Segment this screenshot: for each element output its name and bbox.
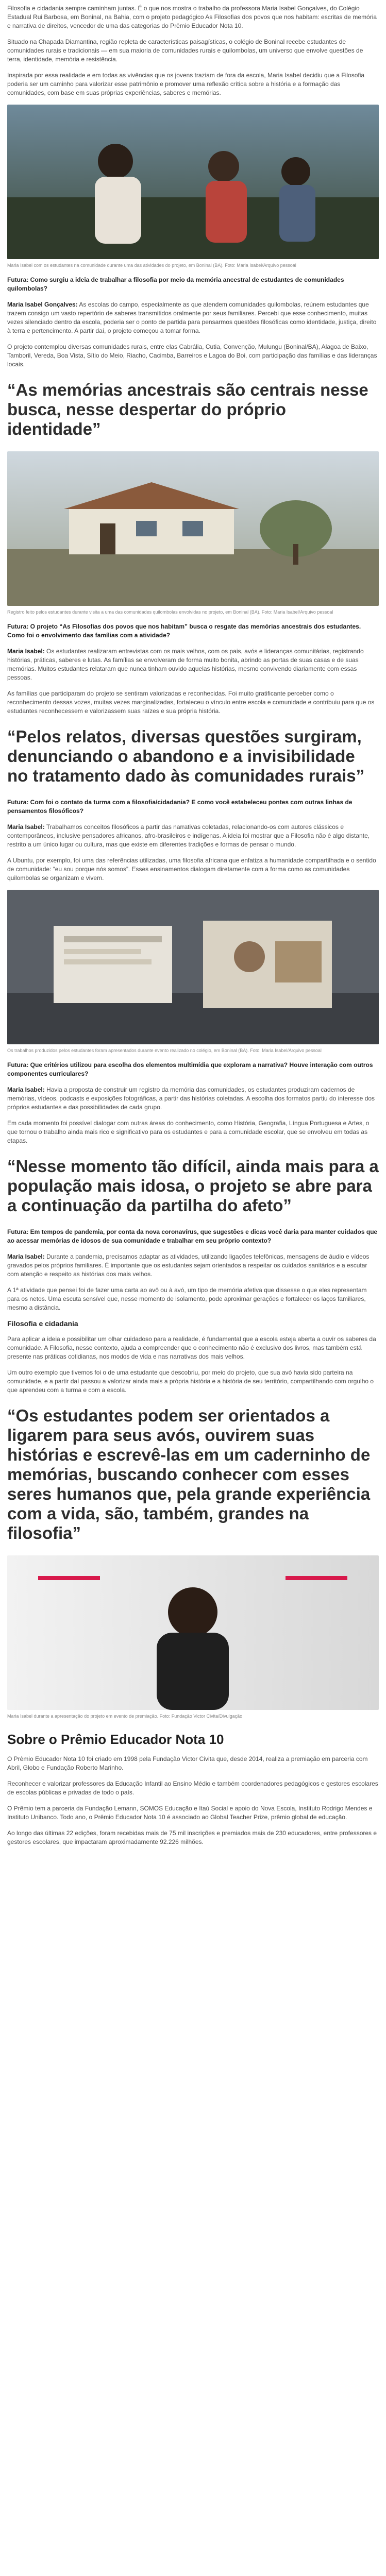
about-heading: Sobre o Prêmio Educador Nota 10 (7, 1732, 224, 1747)
qa3-answer-text: Trabalhamos conceitos filosóficos a partir das narrativas coletadas, relacionando-os com autores clássicos e contemporâneos, inclusive pensadores africanos, afro-brasileiros e indígenas. A ideia foi mostrar que a Filosofia não é algo distante, restrito a um único lugar ou cultura, mas que existe em diferentes tradições e formas de pensar o mundo. (7, 823, 370, 848)
qa3-answer-2: A Ubuntu, por exemplo, foi uma das referências utilizadas, uma filosofia africana que enfatiza a humanidade compartilhada e o sentido de comunidade: “eu sou porque nós somos”. Esses ensinamentos dialogam diretamente com a forma como as comunidades quilombolas se organizam e vivem. (7, 857, 376, 882)
qa2-question: Futura: O projeto “As Filosofias dos povos que nos habitam” busca o resgate das memórias ancestrais dos estudantes. Como foi o envolvimento das famílias com a atividade? (7, 623, 361, 639)
section1-paragraph-2: Um outro exemplo que tivemos foi o de uma estudante que descobriu, por meio do projeto, que sua avó havia sido parteira na comunidade, e a partir daí passou a valorizar ainda mais a própria história e a história de seu território, compartilhando com orgulho o que aprendeu com a turma e com a escola. (7, 1369, 374, 1394)
article-photo-teacher-students (7, 105, 379, 259)
qa3-answer (7, 823, 379, 849)
pull-quote-4: “Os estudantes podem ser orientados a ligarem para seus avós, ouvirem suas histórias e escrevê-las em um caderninho de memórias, buscando conhecer com esses seres humanos que, pela grande experiência com a vida, são, também, grandes na filosofia” (7, 1406, 371, 1543)
pull-quote-2: “Pelos relatos, diversas questões surgiram, denunciando o abandono e a invisibilidade no tratamento dado às comunidades rurais” (7, 727, 365, 785)
qa5-answer-name: Maria Isabel: (7, 1253, 45, 1260)
qa2-answer-text: Os estudantes realizaram entrevistas com os mais velhos, com os pais, avós e lideranças comunitárias, registrando histórias, práticas, saberes e lutas. As famílias se envolveram de forma muito bonita, abrindo as portas de suas casas e de suas memórias. Muitos estudantes relataram que nunca tinham ouvido aquelas histórias, mesmo convivendo diariamente com essas pessoas. (7, 648, 364, 681)
photo-caption-2: Registro feito pelos estudantes durante visita a uma das comunidades quilombolas envolvidas no projeto, em Boninal (BA). Foto: Maria Isabel/Arquivo pessoal (7, 609, 333, 615)
photo-illustration (7, 890, 379, 1044)
qa2-answer-name: Maria Isabel: (7, 648, 45, 655)
about-paragraph-4: Ao longo das últimas 22 edições, foram recebidas mais de 75 mil inscrições e premiados mais de 230 educadores, entre professores e gestores escolares, que impactaram aproximadamente 92.226 milhões. (7, 1829, 377, 1845)
qa2-answer-2: As famílias que participaram do projeto se sentiram valorizadas e reconhecidas. Foi muito gratificante perceber como o reconhecimento dessas vozes, muitas vezes marginalizadas, fortaleceu o vínculo entre escola e comunidade e contribuiu para que os estudantes reconhecessem e valorizassem suas raízes e sua própria história. (7, 690, 375, 715)
about-paragraph-2: Reconhecer e valorizar professores da Educação Infantil ao Ensino Médio e também coordenadores pedagógicos e gestores escolares de escolas públicas e privadas de todo o país. (7, 1780, 378, 1796)
photo-caption-3: Os trabalhos produzidos pelos estudantes foram apresentados durante evento realizado no colégio, em Boninal (BA). Foto: Maria Isabel/Arquivo pessoal (7, 1048, 322, 1053)
pull-quote-3: “Nesse momento tão difícil, ainda mais para a população mais idosa, o projeto se abre para a continuação da partilha do afeto” (7, 1157, 379, 1215)
qa3-answer-name: Maria Isabel: (7, 823, 45, 831)
about-paragraph-1: O Prêmio Educador Nota 10 foi criado em 1998 pela Fundação Victor Civita que, desde 2014, realiza a premiação em parceria com Abril, Globo e Fundação Roberto Marinho. (7, 1755, 368, 1771)
about-paragraph-3: O Prêmio tem a parceria da Fundação Lemann, SOMOS Educação e Itaú Social e apoio do Nova Escola, Instituto Rodrigo Mendes e Instituto Unibanco. Todo ano, o Prêmio Educador Nota 10 é associado ao Global Teacher Prize, prêmio global de educação. (7, 1805, 373, 1821)
section-heading-filosofia: Filosofia e cidadania (7, 1319, 78, 1328)
qa3-question: Futura: Com foi o contato da turma com a filosofia/cidadania? E como você estabeleceu pontes com outras linhas de pensamentos filosóficos? (7, 799, 353, 815)
photo-caption-4: Maria Isabel durante a apresentação do projeto em evento de premiação. Foto: Fundação Victor Civita/Divulgação (7, 1714, 243, 1719)
qa1-question: Futura: Como surgiu a ideia de trabalhar a filosofia por meio da memória ancestral de estudantes de comunidades quilombolas? (7, 276, 344, 292)
qa4-answer-name: Maria Isabel: (7, 1086, 45, 1093)
qa5-question: Futura: Em tempos de pandemia, por conta da nova coronavírus, que sugestões e dicas você daria para manter cuidados que ao acessar memórias de idosos de sua comunidade e trabalhar em seu próprio contexto? (7, 1228, 378, 1244)
qa4-answer (7, 1086, 379, 1112)
qa5-answer (7, 1252, 379, 1279)
qa5-answer-text: Durante a pandemia, precisamos adaptar as atividades, utilizando ligações telefônicas, mensagens de áudio e vídeos gravados pelos próprios familiares. É importante que os estudantes sejam orientados a respeitar os cuidados sanitários e a escutar com atenção e respeito as histórias dos mais velhos. (7, 1253, 370, 1278)
qa2-answer (7, 647, 379, 682)
photo-illustration (7, 451, 379, 606)
photo-caption-1: Maria Isabel com os estudantes na comunidade durante uma das atividades do projeto, em Boninal (BA). Foto: Maria Isabel/Arquivo pessoal (7, 263, 296, 268)
qa4-question: Futura: Que critérios utilizou para escolha dos elementos multimídia que exploram a narrativa? Houve interação com outros componentes curriculares? (7, 1061, 373, 1077)
qa1-answer-text: As escolas do campo, especialmente as que atendem comunidades quilombolas, reúnem estudantes que trazem consigo um vasto repertório de saberes transmitidos oralmente por seus familiares. Percebi que esse conhecimento, muitas vezes silenciado dentro da escola, poderia ser o ponto de partida para pensarmos questões filosóficas como identidade, justiça, direito à terra e pertencimento. A partir daí, o projeto começou a tomar forma. (7, 301, 377, 334)
article-photo-community (7, 451, 379, 606)
section1-paragraph-1: Para aplicar a ideia e possibilitar um olhar cuidadoso para a realidade, é fundamental que a escola esteja aberta a ouvir os saberes da comunidade. A Filosofia, nesse contexto, ajuda a compreender que o conhecimento não é exclusivo dos livros, mas também está presente nas práticas cotidianas, nos modos de vida e nas narrativas dos mais velhos. (7, 1335, 376, 1360)
qa4-answer-2: Em cada momento foi possível dialogar com outras áreas do conhecimento, como História, Geografia, Língua Portuguesa e Artes, o que tornou o trabalho ainda mais rico e significativo para os estudantes e para a comunidade escolar, que se envolveu em todas as etapas. (7, 1120, 370, 1144)
photo-illustration (7, 1555, 379, 1710)
article-photo-award (7, 1555, 379, 1710)
qa1-answer-2: O projeto contemplou diversas comunidades rurais, entre elas Cabrália, Cutia, Convenção, Mulungu (Boninal/BA), Alagoa de Baixo, Tamboril, Vereda, Boa Vista, Sítio do Meio, Riacho, Cacimba, Barreiros e Lagoa do Boi, com participação das famílias e das lideranças locais. (7, 343, 377, 368)
qa1-answer-name: Maria Isabel Gonçalves: (7, 301, 78, 308)
qa1-answer (7, 300, 379, 335)
pull-quote-1: “As memórias ancestrais são centrais nesse busca, nesse despertar do próprio identidade” (7, 380, 368, 438)
article-photo-presentation (7, 890, 379, 1044)
intro-paragraph-1: Filosofia e cidadania sempre caminham juntas. É o que nos mostra o trabalho da professora Maria Isabel Gonçalves, do Colégio Estadual Rui Barbosa, em Boninal, na Bahia, com o projeto pedagógico As Filosofias dos povos que nos habitam: escritas de memória e narrativa de direitos, vencedor de uma das categorias do Prêmio Educador Nota 10. (7, 5, 377, 29)
photo-illustration (7, 105, 379, 259)
intro-paragraph-3: Inspirada por essa realidade e em todas as vivências que os jovens traziam de fora da escola, Maria Isabel decidiu que a Filosofia poderia ser um caminho para valorizar esse patrimônio e promover uma reflexão crítica sobre a história e a formação das comunidades, com base em suas próprias experiências, saberes e memórias. (7, 72, 365, 96)
qa5-answer-2: A 1ª atividade que pensei foi de fazer uma carta ao avô ou à avó, um tipo de memória afetiva que dissesse o que eles representam para os netos. Uma escuta sensível que, nesse momento de isolamento, pode aproximar gerações e fortalecer os laços familiares, mesmo a distância. (7, 1286, 367, 1311)
intro-paragraph-2: Situado na Chapada Diamantina, região repleta de características paisagísticas, o colégio de Boninal recebe estudantes de comunidades rurais e tradicionais — em sua maioria de comunidades rurais e quilombolas, um universo que envolve questões de terra, identidade, memória e resistência. (7, 38, 363, 63)
qa4-answer-text: Havia a proposta de construir um registro da memória das comunidades, os estudantes produziram cadernos de memórias, vídeos, podcasts e exposições fotográficas, a partir das histórias coletadas. A escolha dos formatos partiu do interesse dos próprios estudantes e das possibilidades de cada grupo. (7, 1086, 375, 1111)
